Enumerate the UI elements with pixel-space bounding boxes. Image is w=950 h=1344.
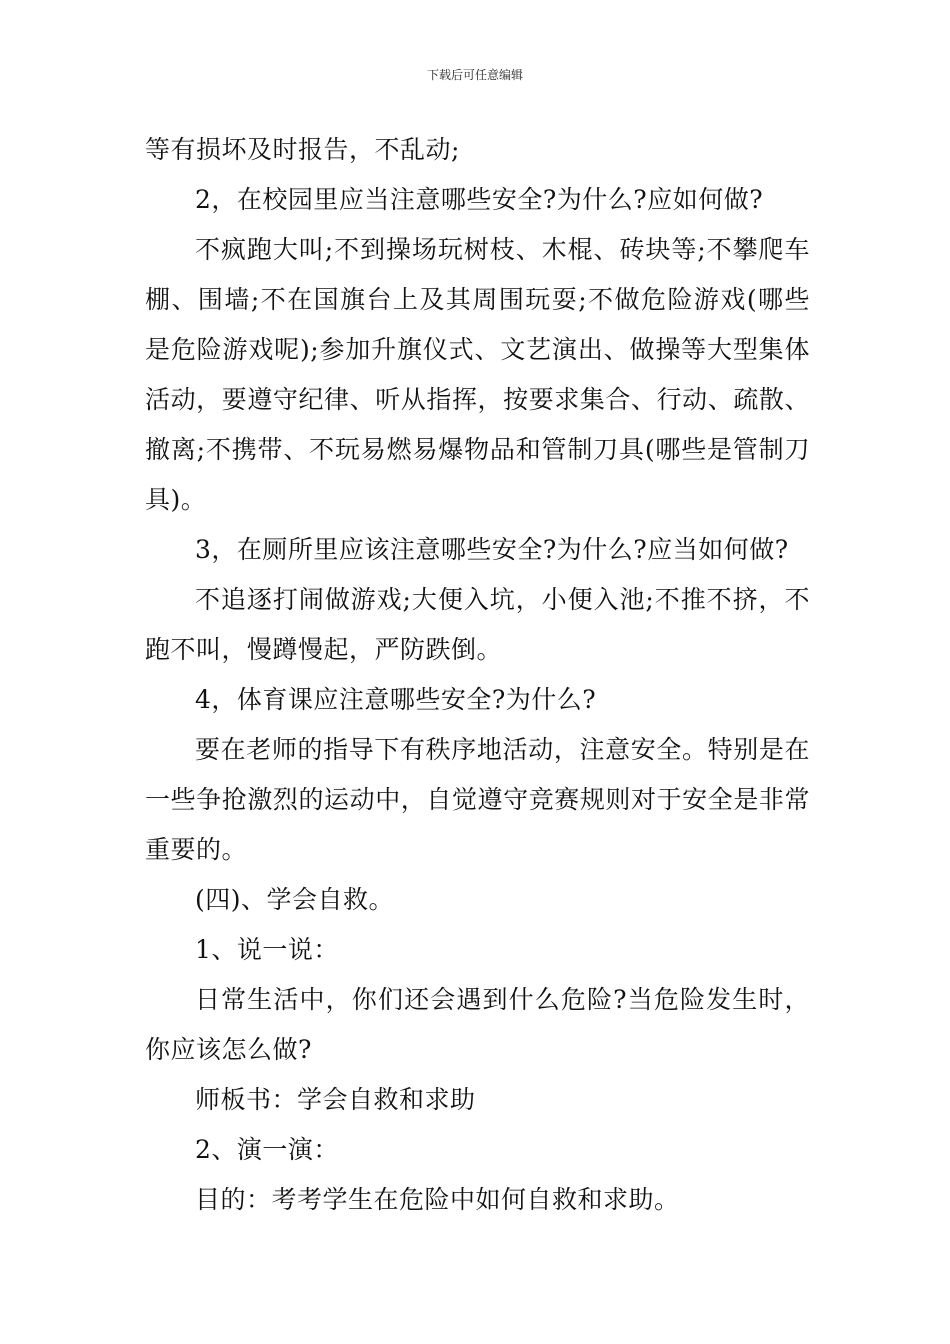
document-body xyxy=(145,125,810,1225)
paragraph: 师板书：学会自救和求助 xyxy=(195,1085,476,1114)
paragraph: 不追逐打闹做游戏;大便入坑，小便入池;不推不挤，不跑不叫，慢蹲慢起，严防跌倒。 xyxy=(145,585,810,664)
page-header: 下载后可任意编辑 xyxy=(426,68,523,82)
section-heading: (四)、学会自救。 xyxy=(195,885,395,914)
step-heading: 1、说一说： xyxy=(195,935,339,964)
step-heading: 2、演一演： xyxy=(195,1135,339,1164)
paragraph: 要在老师的指导下有秩序地活动，注意安全。特别是在一些争抢激烈的运动中，自觉遵守竞赛规则对于安全是非常重要的。 xyxy=(145,735,810,864)
paragraph: 目的：考考学生在危险中如何自救和求助。 xyxy=(195,1185,680,1214)
paragraph: 日常生活中，你们还会遇到什么危险?当危险发生时，你应该怎么做? xyxy=(145,985,810,1064)
paragraph: 等有损坏及时报告，不乱动; xyxy=(145,135,460,164)
question-heading: 4，体育课应注意哪些安全?为什么? xyxy=(195,685,597,714)
question-heading: 2，在校园里应当注意哪些安全?为什么?应如何做? xyxy=(195,185,764,214)
question-heading: 3，在厕所里应该注意哪些安全?为什么?应当如何做? xyxy=(195,535,789,564)
paragraph: 不疯跑大叫;不到操场玩树枝、木棍、砖块等;不攀爬车棚、围墙;不在国旗台上及其周围玩耍;不做危险游戏(哪些是危险游戏呢);参加升旗仪式、文艺演出、做操等大型集体活动，要遵守纪律、听从指挥，按要求集合、行动、疏散、撤离;不携带、不玩易燃易爆物品和管制刀具(哪些是管制刀具)。 xyxy=(145,235,810,514)
